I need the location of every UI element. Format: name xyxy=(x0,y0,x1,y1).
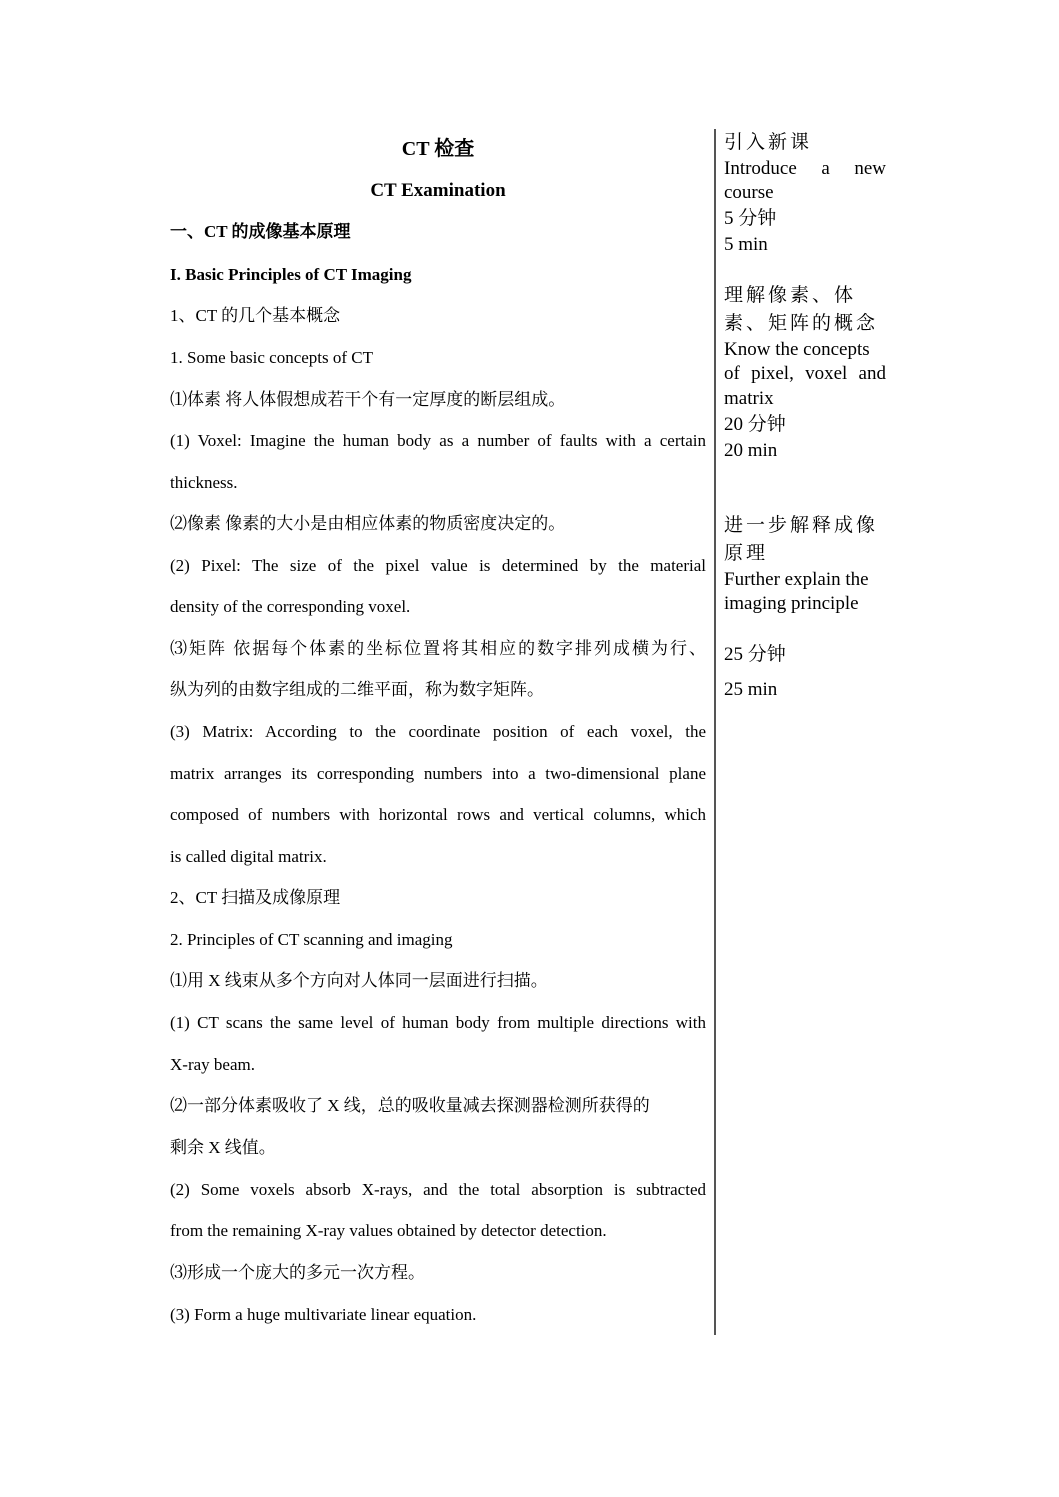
sidebar-note-en: of pixel, voxel and xyxy=(724,363,886,384)
matrix-en-line3: composed of numbers with horizontal rows and vertical columns, which xyxy=(170,805,706,824)
sidebar-note-cn: 进一步解释成像 xyxy=(724,515,879,536)
section-heading-en: I. Basic Principles of CT Imaging xyxy=(170,265,412,284)
sidebar-note-cn: 原理 xyxy=(724,543,769,564)
absorb-cn-line2: 剩余 X 线值。 xyxy=(170,1138,276,1157)
voxel-cn: ⑴体素 将人体假想成若干个有一定厚度的断层组成。 xyxy=(170,390,566,409)
voxel-en-line2: thickness. xyxy=(170,473,238,492)
sidebar-note-en: course xyxy=(724,182,774,203)
subsection2-heading-en: 2. Principles of CT scanning and imaging xyxy=(170,930,453,949)
absorb-en-line1: (2) Some voxels absorb X-rays, and the total absorption is subtracted xyxy=(170,1180,706,1199)
matrix-en-line4: is called digital matrix. xyxy=(170,847,327,866)
pixel-en-line2: density of the corresponding voxel. xyxy=(170,597,411,616)
sidebar-note-en: Introduce a new xyxy=(724,158,886,179)
matrix-en-line2: matrix arranges its corresponding numbers into a two-dimensional plane xyxy=(170,764,706,783)
matrix-en-line1: (3) Matrix: According to the coordinate position of each voxel, the xyxy=(170,722,706,741)
scan-en-line1: (1) CT scans the same level of human body from multiple directions with xyxy=(170,1013,706,1032)
column-divider xyxy=(714,129,716,1335)
sidebar-duration-cn: 20 分钟 xyxy=(724,414,786,435)
sidebar-note-cn: 理解像素、体 xyxy=(724,285,857,306)
matrix-cn-line2: 纵为列的由数字组成的二维平面，称为数字矩阵。 xyxy=(170,680,544,699)
matrix-cn-line1: ⑶矩阵 依据每个体素的坐标位置将其相应的数字排列成横为行、 xyxy=(170,639,706,658)
title-cn: CT 检查 xyxy=(401,138,475,160)
sidebar-note-en: Know the concepts xyxy=(724,339,870,360)
sidebar-note-cn: 素、矩阵的概念 xyxy=(724,313,879,334)
scan-en-line2: X-ray beam. xyxy=(170,1055,255,1074)
title-en: CT Examination xyxy=(370,180,506,201)
sidebar-duration-en: 5 min xyxy=(724,234,768,255)
sidebar-duration-cn: 5 分钟 xyxy=(724,208,777,229)
sidebar-note-en: Further explain the xyxy=(724,569,869,590)
sidebar-duration-en: 20 min xyxy=(724,440,778,461)
sidebar-note-en: matrix xyxy=(724,388,774,409)
pixel-cn: ⑵像素 像素的大小是由相应体素的物质密度决定的。 xyxy=(170,514,566,533)
sidebar-note-en: imaging principle xyxy=(724,593,859,614)
pixel-en-line1: (2) Pixel: The size of the pixel value is determined by the material xyxy=(170,556,706,575)
section-heading-cn: 一、CT 的成像基本原理 xyxy=(170,222,351,241)
subsection-heading-en: 1. Some basic concepts of CT xyxy=(170,348,374,367)
scan-cn: ⑴用 X 线束从多个方向对人体同一层面进行扫描。 xyxy=(170,971,548,990)
absorb-cn-line1: ⑵一部分体素吸收了 X 线，总的吸收量减去探测器检测所获得的 xyxy=(170,1096,650,1115)
sidebar-duration-cn: 25 分钟 xyxy=(724,644,786,665)
subsection-heading-cn: 1、CT 的几个基本概念 xyxy=(170,306,341,325)
equation-cn: ⑶形成一个庞大的多元一次方程。 xyxy=(170,1263,425,1282)
equation-en: (3) Form a huge multivariate linear equation. xyxy=(170,1305,477,1324)
sidebar-duration-en: 25 min xyxy=(724,679,778,700)
subsection2-heading-cn: 2、CT 扫描及成像原理 xyxy=(170,888,341,907)
sidebar-note-cn: 引入新课 xyxy=(724,132,813,153)
absorb-en-line2: from the remaining X-ray values obtained by detector detection. xyxy=(170,1221,607,1240)
voxel-en-line1: (1) Voxel: Imagine the human body as a number of faults with a certain xyxy=(170,431,706,450)
